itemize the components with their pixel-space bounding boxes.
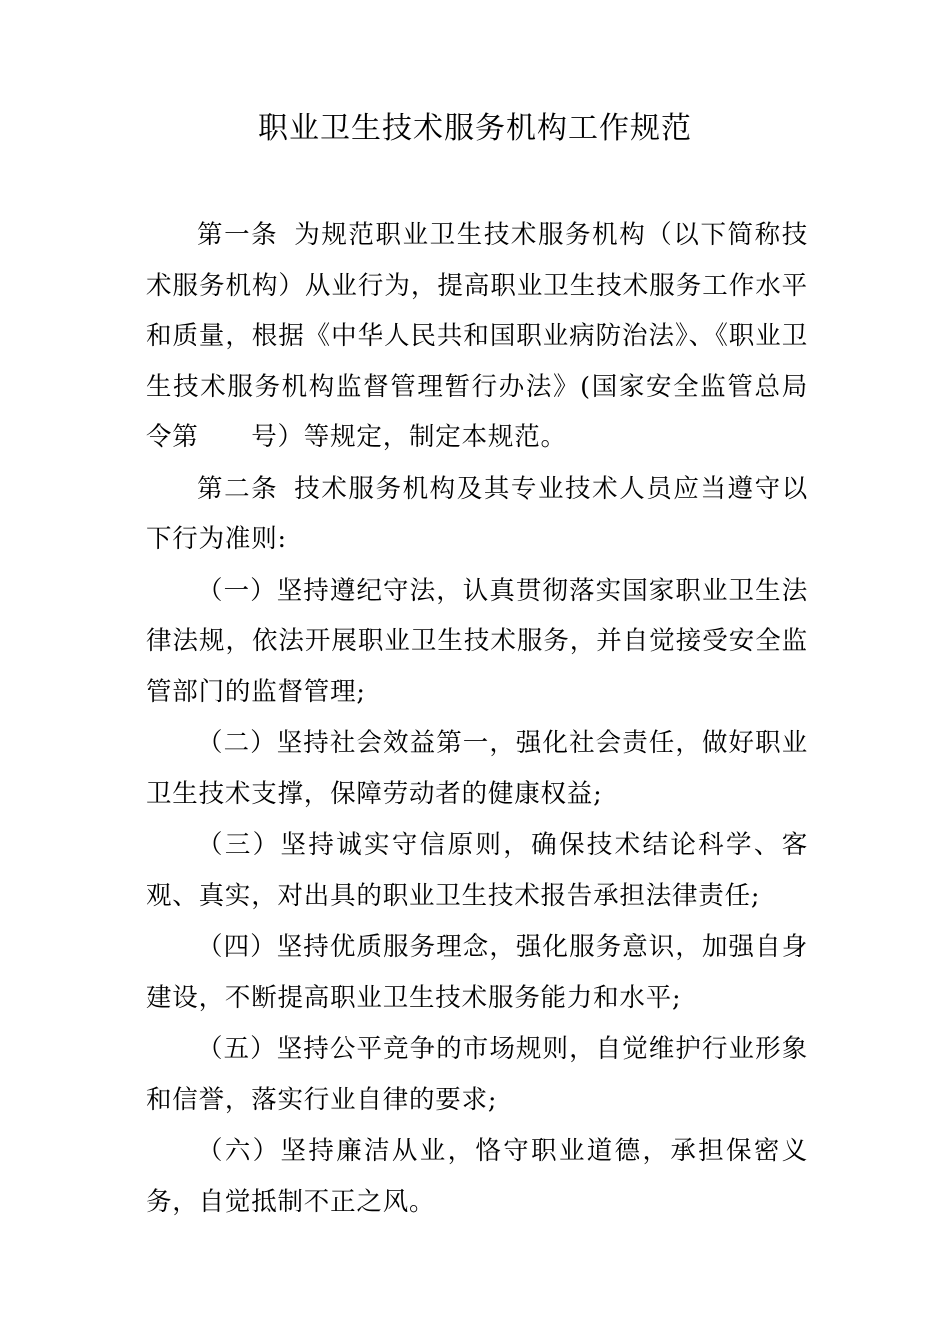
paragraph-text: （六）坚持廉洁从业，恪守职业道德，承担保密义务，自觉抵制不正之风。 — [146, 1136, 808, 1217]
list-item-paragraph — [146, 820, 808, 921]
list-item-paragraph — [146, 922, 808, 1023]
paragraph-text: 技术服务机构及其专业技术人员应当遵守以下行为准则: — [146, 473, 809, 554]
paragraph-text: （五）坚持公平竞争的市场规则，自觉维护行业形象和信誉，落实行业自律的要求; — [146, 1034, 808, 1115]
list-item-paragraph — [146, 718, 808, 819]
document-title: 职业卫生技术服务机构工作规范 — [258, 111, 692, 146]
list-item-paragraph — [146, 1024, 808, 1125]
paragraph-text: （四）坚持优质服务理念，强化服务意识，加强自身建设，不断提高职业卫生技术服务能力和水平; — [146, 932, 808, 1013]
list-item-paragraph — [146, 566, 808, 718]
document-body — [146, 210, 808, 1228]
paragraph-text: （二）坚持社会效益第一，强化社会责任，做好职业卫生技术支撑，保障劳动者的健康权益; — [146, 728, 808, 809]
paragraph-text: （三）坚持诚实守信原则，确保技术结论科学、客观、真实，对出具的职业卫生技术报告承担法律责任; — [146, 830, 808, 911]
article-paragraph — [146, 210, 808, 463]
article-number: 第二条 — [197, 473, 279, 504]
article-paragraph — [146, 464, 808, 565]
paragraph-text: （一）坚持遵纪守法，认真贯彻落实国家职业卫生法律法规，依法开展职业卫生技术服务，并自觉接受安全监管部门的监督管理; — [146, 575, 808, 707]
article-number: 第一条 — [197, 220, 279, 250]
list-item-paragraph — [146, 1126, 808, 1227]
paragraph-text: 为规范职业卫生技术服务机构（以下简称技术服务机构）从业行为，提高职业卫生技术服务工作水平和质量，根据《中华人民共和国职业病防治法》、《职业卫生技术服务机构监督管理暂行办法》(国家安全监管总局令第 号）等规定，制定本规范。 — [146, 220, 809, 452]
